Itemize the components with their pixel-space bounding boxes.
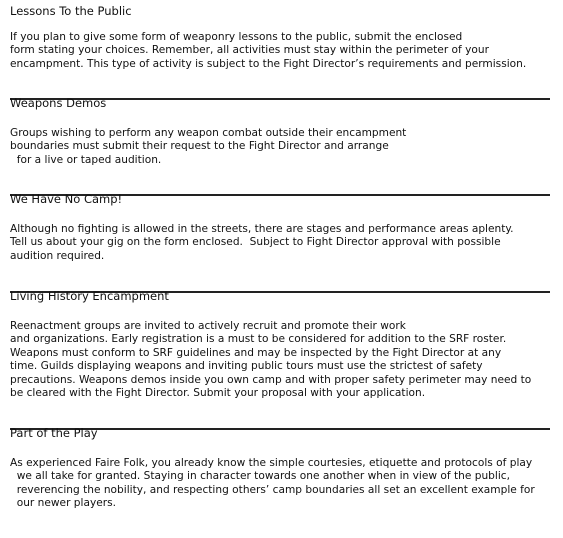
- body-line: and organizations. Early registration is a must to be considered for addition to the SRF roster.: [10, 333, 507, 346]
- body-line: If you plan to give some form of weaponry lessons to the public, submit the enclosed: [10, 31, 463, 43]
- section-heading: Part of the Play: [10, 426, 98, 440]
- body-line: form stating your choices. Remember, all activities must stay within the perimeter of your: [10, 44, 489, 57]
- body-line: reverencing the nobility, and respecting others’ camp boundaries all set an excellent example for: [10, 483, 535, 496]
- body-line: Tell us about your gig on the form enclosed. Subject to Fight Director approval with possible: [10, 236, 501, 249]
- body-line: our newer players.: [10, 497, 116, 510]
- section-we-have-no-camp: [10, 194, 550, 263]
- body-line: for a live or taped audition.: [10, 153, 162, 166]
- body-line: boundaries must submit their request to the Fight Director and arrange: [10, 140, 389, 153]
- body-line: time. Guilds displaying weapons and inviting public tours must use the strictest of safety: [10, 360, 483, 373]
- body-line: Reenactment groups are invited to actively recruit and promote their work: [10, 320, 406, 332]
- section-heading: Living History Encampment: [10, 289, 169, 303]
- body-line: encampment. This type of activity is subject to the Fight Director’s requirements and permission.: [10, 57, 527, 70]
- section-body: [10, 127, 550, 167]
- section-part-of-the-play: [10, 428, 550, 511]
- section-heading: Lessons To the Public: [10, 4, 132, 18]
- section-lessons-to-the-public: [10, 4, 550, 71]
- body-line: Although no fighting is allowed in the streets, there are stages and performance areas aplenty.: [10, 223, 514, 235]
- body-line: be cleared with the Fight Director. Submit your proposal with your application.: [10, 387, 426, 400]
- section-body: [10, 320, 550, 400]
- body-line: we all take for granted. Staying in character towards one another when in view of the public,: [10, 470, 510, 483]
- section-living-history-encampment: [10, 291, 550, 400]
- section-weapons-demos: [10, 98, 550, 167]
- body-line: audition required.: [10, 249, 105, 262]
- body-line: Groups wishing to perform any weapon combat outside their encampment: [10, 127, 407, 139]
- section-heading: Weapons Demos: [10, 96, 107, 110]
- section-body: [10, 223, 550, 263]
- section-body: [10, 31, 550, 71]
- body-line: Weapons must conform to SRF guidelines and may be inspected by the Fight Director at any: [10, 346, 502, 359]
- body-line: precautions. Weapons demos inside you own camp and with proper safety perimeter may need to: [10, 373, 532, 386]
- body-line: As experienced Faire Folk, you already know the simple courtesies, etiquette and protocols of play: [10, 457, 533, 469]
- section-body: [10, 457, 550, 511]
- section-heading: We Have No Camp!: [10, 192, 123, 206]
